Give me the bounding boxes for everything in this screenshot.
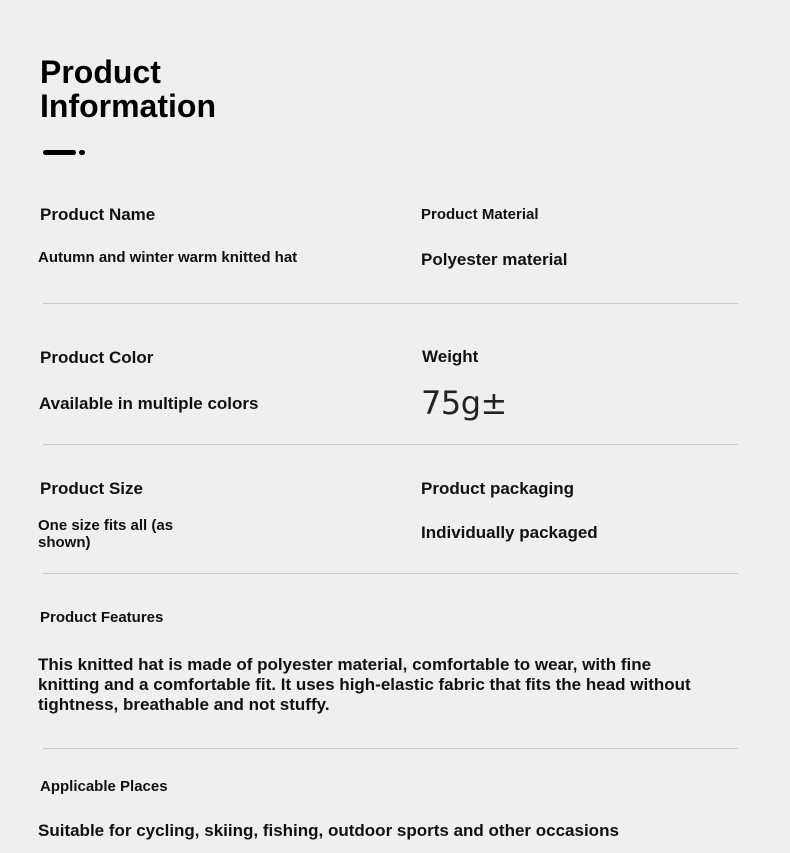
product-features-text: This knitted hat is made of polyester material, comfortable to wear, with fine knitting and a comfortable fit. It uses high-elastic fabric that fits the head without tightness, breathable and not stuffy. xyxy=(38,655,691,714)
product-size-label: Product Size xyxy=(40,479,143,498)
applicable-places-label: Applicable Places xyxy=(40,778,168,795)
divider-1 xyxy=(43,303,738,304)
divider-4 xyxy=(43,748,738,749)
page-title-line2: Information xyxy=(40,88,216,124)
title-accent-bar xyxy=(43,150,76,155)
weight-label: Weight xyxy=(422,347,479,366)
product-name-label: Product Name xyxy=(40,205,156,224)
applicable-places-text: Suitable for cycling, skiing, fishing, outdoor sports and other occasions xyxy=(38,821,619,840)
divider-2 xyxy=(43,444,738,445)
product-material-value: Polyester material xyxy=(421,250,568,269)
product-packaging-label: Product packaging xyxy=(421,479,575,498)
product-color-value: Available in multiple colors xyxy=(39,394,259,413)
product-packaging-value: Individually packaged xyxy=(421,523,598,542)
product-material-label: Product Material xyxy=(421,206,539,223)
divider-3 xyxy=(43,573,738,574)
product-size-value: One size fits all (as shown) xyxy=(38,517,174,551)
title-accent-dot xyxy=(79,150,85,155)
page-title xyxy=(40,55,216,123)
product-name-value: Autumn and winter warm knitted hat xyxy=(38,249,298,266)
weight-value: 75g± xyxy=(421,384,507,422)
product-features-label: Product Features xyxy=(40,609,164,626)
product-color-label: Product Color xyxy=(40,348,154,367)
page-title-line1: Product xyxy=(40,54,161,90)
